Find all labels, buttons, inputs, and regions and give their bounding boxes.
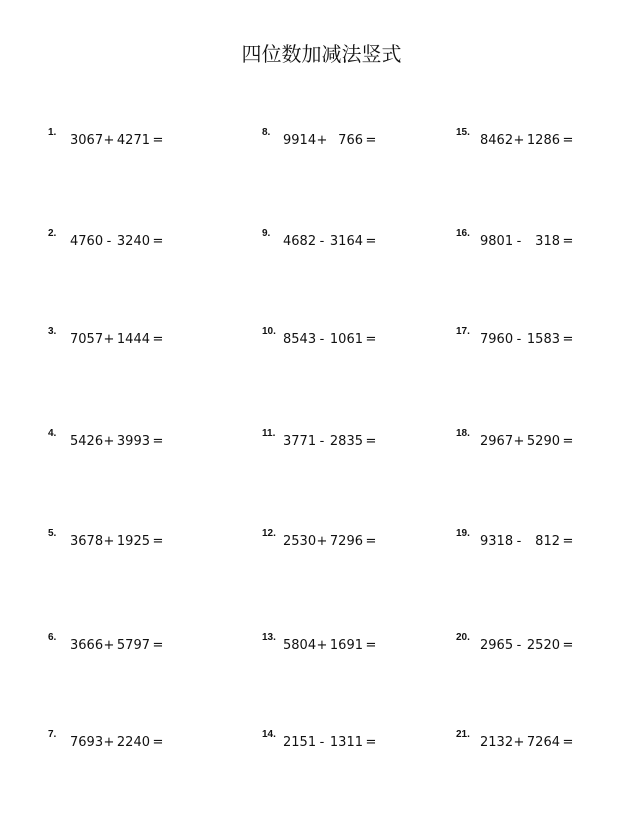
operator: - xyxy=(106,234,112,249)
problem-expression xyxy=(480,434,576,449)
operand-a: 9914 xyxy=(283,133,317,148)
operand-a: 2132 xyxy=(480,735,514,750)
operator: + xyxy=(103,638,115,653)
operand-b: 2520 xyxy=(526,638,560,653)
operand-a: 2530 xyxy=(283,534,317,549)
problem-expression xyxy=(283,234,379,249)
problem-expression xyxy=(283,534,379,549)
problem-number: 16. xyxy=(456,228,470,239)
operator: + xyxy=(513,133,525,148)
operand-b: 3164 xyxy=(329,234,363,249)
equals-sign: = xyxy=(562,534,574,549)
operator: + xyxy=(103,534,115,549)
problem-number: 10. xyxy=(262,326,276,337)
problem-number: 21. xyxy=(456,729,470,740)
problem-expression xyxy=(70,434,166,449)
problem-number: 1. xyxy=(48,127,57,138)
operator: - xyxy=(319,234,325,249)
problem-number: 14. xyxy=(262,729,276,740)
operator: + xyxy=(103,434,115,449)
equals-sign: = xyxy=(365,735,377,750)
operand-b: 7296 xyxy=(329,534,363,549)
operand-b: 1061 xyxy=(329,332,363,347)
operand-a: 2967 xyxy=(480,434,514,449)
operand-a: 2965 xyxy=(480,638,514,653)
operator: + xyxy=(103,735,115,750)
operator: - xyxy=(319,434,325,449)
operand-a: 5426 xyxy=(70,434,104,449)
operand-b: 5797 xyxy=(116,638,150,653)
problem-number: 17. xyxy=(456,326,470,337)
operand-a: 8462 xyxy=(480,133,514,148)
problem-number: 9. xyxy=(262,228,271,239)
problem-expression xyxy=(283,332,379,347)
operator: - xyxy=(516,534,522,549)
equals-sign: = xyxy=(365,234,377,249)
problem-number: 3. xyxy=(48,326,57,337)
operand-a: 3067 xyxy=(70,133,104,148)
problem-expression xyxy=(283,735,379,750)
operand-b: 7264 xyxy=(526,735,560,750)
problem-number: 15. xyxy=(456,127,470,138)
operand-a: 2151 xyxy=(283,735,317,750)
problem-expression xyxy=(70,332,166,347)
problem-number: 11. xyxy=(262,428,276,439)
equals-sign: = xyxy=(562,234,574,249)
problem-expression xyxy=(480,234,576,249)
problem-number: 13. xyxy=(262,632,276,643)
problem-expression xyxy=(70,133,166,148)
operator: + xyxy=(316,133,328,148)
equals-sign: = xyxy=(152,735,164,750)
operand-a: 9318 xyxy=(480,534,514,549)
operator: + xyxy=(513,434,525,449)
equals-sign: = xyxy=(152,234,164,249)
operand-b: 1311 xyxy=(329,735,363,750)
problem-number: 2. xyxy=(48,228,57,239)
problem-number: 8. xyxy=(262,127,271,138)
operand-b: 1444 xyxy=(116,332,150,347)
problem-expression xyxy=(283,434,379,449)
problem-number: 20. xyxy=(456,632,470,643)
problem-expression xyxy=(283,133,379,148)
problem-number: 18. xyxy=(456,428,470,439)
operand-b: 1925 xyxy=(116,534,150,549)
operand-b: 1691 xyxy=(329,638,363,653)
operand-b: 766 xyxy=(338,133,363,148)
problem-expression xyxy=(70,735,166,750)
problem-expression xyxy=(480,133,576,148)
problem-expression xyxy=(480,534,576,549)
problem-number: 12. xyxy=(262,528,276,539)
equals-sign: = xyxy=(562,434,574,449)
problem-number: 5. xyxy=(48,528,57,539)
problem-expression xyxy=(70,534,166,549)
equals-sign: = xyxy=(152,534,164,549)
problem-number: 19. xyxy=(456,528,470,539)
operator: + xyxy=(316,638,328,653)
equals-sign: = xyxy=(152,638,164,653)
operand-a: 7057 xyxy=(70,332,104,347)
operand-b: 2240 xyxy=(116,735,150,750)
operand-b: 2835 xyxy=(329,434,363,449)
problem-number: 7. xyxy=(48,729,57,740)
operand-b: 1286 xyxy=(526,133,560,148)
operator: + xyxy=(316,534,328,549)
equals-sign: = xyxy=(562,638,574,653)
equals-sign: = xyxy=(562,735,574,750)
equals-sign: = xyxy=(365,133,377,148)
equals-sign: = xyxy=(562,332,574,347)
problem-expression xyxy=(283,638,379,653)
problem-expression xyxy=(480,638,576,653)
operator: - xyxy=(516,332,522,347)
operand-b: 1583 xyxy=(526,332,560,347)
operand-b: 3993 xyxy=(116,434,150,449)
equals-sign: = xyxy=(365,434,377,449)
operand-a: 7693 xyxy=(70,735,104,750)
operand-b: 812 xyxy=(535,534,560,549)
page-title: 四位数加减法竖式 xyxy=(241,42,402,66)
equals-sign: = xyxy=(562,133,574,148)
equals-sign: = xyxy=(365,332,377,347)
operator: + xyxy=(513,735,525,750)
operand-a: 5804 xyxy=(283,638,317,653)
operator: - xyxy=(516,638,522,653)
operand-a: 3666 xyxy=(70,638,104,653)
operand-b: 4271 xyxy=(116,133,150,148)
operator: - xyxy=(319,735,325,750)
equals-sign: = xyxy=(152,133,164,148)
operand-a: 9801 xyxy=(480,234,514,249)
operator: + xyxy=(103,133,115,148)
problem-number: 4. xyxy=(48,428,57,439)
operator: - xyxy=(319,332,325,347)
equals-sign: = xyxy=(152,434,164,449)
operand-a: 4760 xyxy=(70,234,104,249)
operand-a: 3678 xyxy=(70,534,104,549)
problem-expression xyxy=(480,332,576,347)
operand-a: 4682 xyxy=(283,234,317,249)
problem-expression xyxy=(70,234,166,249)
operand-b: 3240 xyxy=(116,234,150,249)
equals-sign: = xyxy=(365,534,377,549)
operand-b: 5290 xyxy=(526,434,560,449)
operand-a: 8543 xyxy=(283,332,317,347)
problem-number: 6. xyxy=(48,632,57,643)
equals-sign: = xyxy=(365,638,377,653)
operator: - xyxy=(516,234,522,249)
equals-sign: = xyxy=(152,332,164,347)
problem-expression xyxy=(480,735,576,750)
operand-b: 318 xyxy=(535,234,560,249)
operator: + xyxy=(103,332,115,347)
operand-a: 7960 xyxy=(480,332,514,347)
operand-a: 3771 xyxy=(283,434,317,449)
problem-expression xyxy=(70,638,166,653)
